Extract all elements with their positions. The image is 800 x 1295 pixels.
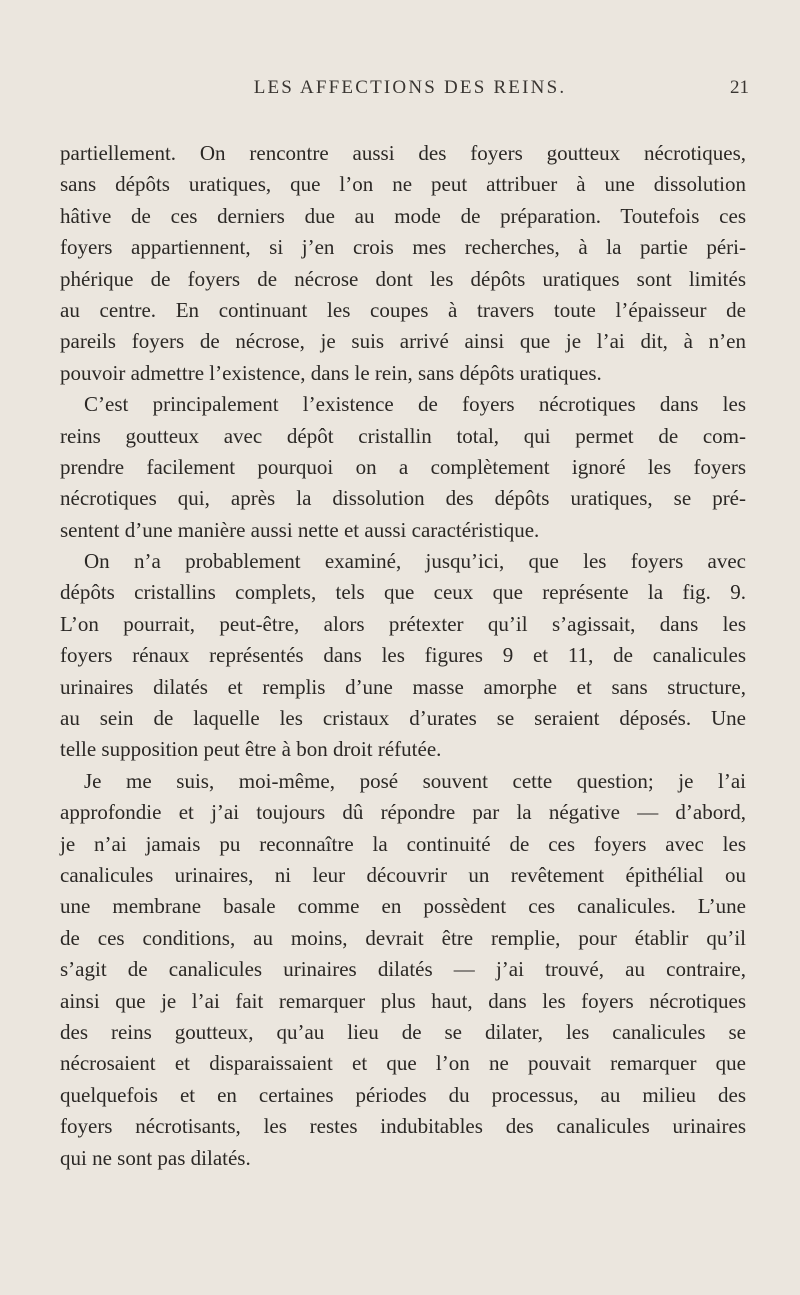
body-text	[60, 138, 746, 1174]
text-line: quelquefois et en certaines périodes du processus, au milieu des	[60, 1082, 746, 1107]
text-line: L’on pourrait, peut-être, alors prétexter qu’il s’agissait, dans les	[60, 611, 746, 636]
text-line: des reins goutteux, qu’au lieu de se dilater, les canalicules se	[60, 1019, 746, 1044]
text-line: urinaires dilatés et remplis d’une masse amorphe et sans structure,	[60, 674, 746, 699]
text-line: ainsi que je l’ai fait remarquer plus haut, dans les foyers nécrotiques	[60, 988, 746, 1013]
text-line: pouvoir admettre l’existence, dans le rein, sans dépôts uratiques.	[60, 360, 602, 385]
text-line: au centre. En continuant les coupes à travers toute l’épaisseur de	[60, 297, 746, 322]
text-line: foyers rénaux représentés dans les figures 9 et 11, de canalicules	[60, 643, 746, 668]
text-line: s’agit de canalicules urinaires dilatés — j’ai trouvé, au contraire,	[60, 957, 746, 982]
text-line: reins goutteux avec dépôt cristallin total, qui permet de com-	[60, 423, 746, 448]
text-line: prendre facilement pourquoi on a complètement ignoré les foyers	[60, 454, 746, 479]
text-line: Je me suis, moi-même, posé souvent cette question; je l’ai	[84, 768, 746, 793]
text-line: au sein de laquelle les cristaux d’urates se seraient déposés. Une	[60, 706, 746, 731]
text-line: C’est principalement l’existence de foyers nécrotiques dans les	[84, 392, 746, 417]
text-line: foyers nécrotisants, les restes indubitables des canalicules urinaires	[60, 1114, 746, 1139]
text-line: une membrane basale comme en possèdent ces canalicules. L’une	[60, 894, 746, 919]
page-number: 21	[730, 77, 749, 98]
text-line: partiellement. On rencontre aussi des foyers goutteux nécrotiques,	[60, 141, 746, 165]
text-line: approfondie et j’ai toujours dû répondre par la négative — d’abord,	[60, 800, 746, 825]
text-line: de ces conditions, au moins, devrait être remplie, pour établir qu’il	[60, 925, 746, 950]
text-line: dépôts cristallins complets, tels que ceux que représente la fig. 9.	[60, 580, 746, 605]
text-line: hâtive de ces derniers due au mode de préparation. Toutefois ces	[60, 203, 746, 228]
text-line: foyers appartiennent, si j’en crois mes recherches, à la partie péri-	[60, 235, 746, 260]
text-line: phérique de foyers de nécrose dont les dépôts uratiques sont limités	[60, 266, 746, 291]
text-line: On n’a probablement examiné, jusqu’ici, que les foyers avec	[84, 549, 746, 574]
text-line: sentent d’une manière aussi nette et aussi caractéristique.	[60, 517, 540, 542]
running-head	[0, 77, 800, 107]
text-line: telle supposition peut être à bon droit réfutée.	[60, 737, 442, 762]
text-line: nécrosaient et disparaissaient et que l’on ne pouvait remarquer que	[60, 1051, 746, 1076]
text-line: nécrotiques qui, après la dissolution des dépôts uratiques, se pré-	[60, 486, 746, 511]
text-line: pareils foyers de nécrose, je suis arrivé ainsi que je l’ai dit, à n’en	[60, 329, 746, 354]
text-line: canalicules urinaires, ni leur découvrir un revêtement épithélial ou	[60, 862, 746, 887]
text-line: je n’ai jamais pu reconnaître la continuité de ces foyers avec les	[60, 831, 746, 856]
running-title: LES AFFECTIONS DES REINS.	[253, 77, 567, 98]
text-line: qui ne sont pas dilatés.	[60, 1145, 251, 1170]
text-line: sans dépôts uratiques, que l’on ne peut attribuer à une dissolution	[60, 172, 746, 197]
